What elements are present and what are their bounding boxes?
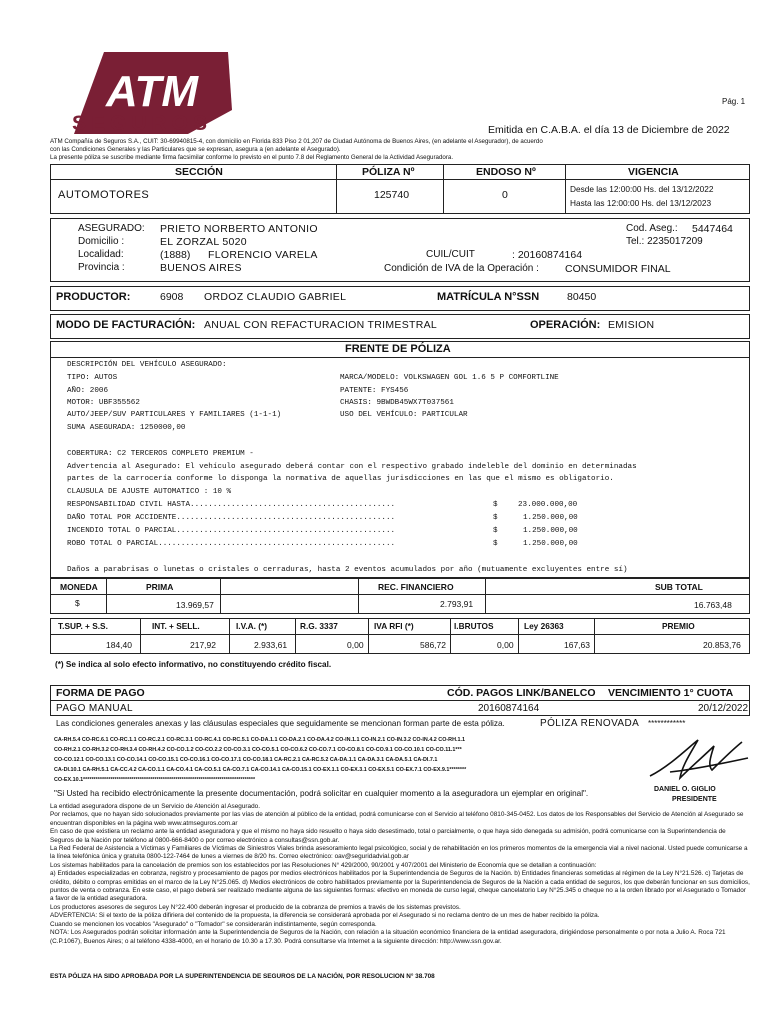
original-copy-notice: "Si Usted ha recibido electrónicamente la presente documentación, podrá solicitar en cualquier momento a la aseguradora un ejemplar en original". bbox=[54, 789, 589, 798]
vehicle-year: AÑO: 2006 bbox=[67, 387, 109, 395]
iva-header: I.V.A. (*) bbox=[236, 621, 268, 631]
ley-header: Ley 26363 bbox=[524, 621, 564, 631]
endoso-value: 0 bbox=[502, 189, 508, 201]
frente-title: FRENTE DE PÓLIZA bbox=[345, 343, 451, 355]
vigencia-header: VIGENCIA bbox=[628, 166, 679, 178]
coverage-label: DAÑO TOTAL POR ACCIDENTE................................................ bbox=[67, 514, 396, 522]
legal-paragraph: Por reclamos, que no hayan sido solucionados previamente por las vías de atención al público de la entidad, podrá comunicarse con el Servicio al teléfono 0810-345-0452. Los datos de los Responsables del Servicio de Atención al Asegurado se encuentran disponibles en la página web www.atmseguros.com.ar bbox=[50, 811, 744, 827]
clause-line: CO-RH.2.1 CO-RH.3.2 CO-RH.3.4 CO-RH.4.2 CO-CO.1.2 CO-CO.2.2 CO-CO.3.1 CO-CO.5.1 CO-CO.6.2 CO-CO.7.1 CO-CO.8.1 CO-CO.9.1 CO-CO.10.1 CO-CO.11.1*** bbox=[54, 747, 462, 753]
clause-line: CA-RH.5.4 CO-RC.6.1 CO-RC.1.1 CO-RC.2.1 CO-RC.3.1 CO-RC.4.1 CO-RC.5.1 CO-DA.1.1 CO-DA.2.1 CO-DA.4.2 CO-IN.1.1 CO-IN.2.1 CO-IN.3.2 CO-IN.4.2 CO-RH.1.1 bbox=[54, 737, 465, 743]
iva-rfi-header: IVA RFI (*) bbox=[374, 621, 414, 631]
legal-paragraph: La Red Federal de Asistencia a Víctimas y Familiares de Víctimas de Siniestros Viales brinda asesoramiento legal psicológico, social y de rehabilitación en los primeros momentos de la emergencia vial a nivel nacional. Usted puede comunicarse a la línea telefónica única y gratuita 0800-122-7464 de lunes a viernes de 8/20 hs. Correo electrónico: oav@seguridadvial.gob.ar bbox=[50, 845, 748, 861]
matricula-label: MATRÍCULA N°SSN bbox=[437, 291, 540, 303]
emission-date: Emitida en C.A.B.A. el día 13 de Diciembre de 2022 bbox=[488, 124, 730, 136]
legal-paragraph: ADVERTENCIA: Si el texto de la póliza difiriera del contenido de la propuesta, la diferencia se considerará aprobada por el Asegurado si no reclama dentro de un mes de haber recibido la póliza. bbox=[50, 912, 600, 920]
poliza-value: 125740 bbox=[374, 189, 410, 201]
clause-line: CA-DI.10.1 CA-RH.5.1 CA-CC.4.2 CA-CO.1.1 CA-CO.4.1 CA-CO.5.1 CA-CO.7.1 CA-CO.14.1 CA-CO.15.1 CO-EX.1.1 CO-EX.3.1 CO-EX.5.1 CO-EX.7.1 CO-EX.9.1******** bbox=[54, 767, 467, 773]
tax-note: (*) Se indica al solo efecto informativo, no constituyendo crédito fiscal. bbox=[55, 660, 332, 669]
company-line-3: La presente póliza se suscribe mediante firma facsimilar conforme lo previsto en el punto 7.8 del Reglamento General de la Actividad Aseguradora. bbox=[50, 154, 454, 161]
vencimiento-label: VENCIMIENTO 1° CUOTA bbox=[608, 687, 734, 699]
vehicle-usage-type: AUTO/JEEP/SUV PARTICULARES Y FAMILIARES (1-1-1) bbox=[67, 411, 282, 419]
premio-header: PREMIO bbox=[662, 621, 695, 631]
rg-header: R.G. 3337 bbox=[300, 621, 338, 631]
cod-aseg-label: Cod. Aseg.: bbox=[626, 223, 678, 234]
renewed-label: PÓLIZA RENOVADA bbox=[540, 718, 640, 729]
coverage-amount: 1.250.000,00 bbox=[523, 540, 578, 548]
glass-damage-coverage: Daños a parabrisas o lunetas o cristales o cerraduras, hasta 2 eventos acumulados por año (mutuamente excluyentes entre sí) bbox=[67, 566, 628, 574]
signature-block bbox=[640, 736, 752, 808]
warning-line-1: Advertencia al Asegurado: El vehículo asegurado deberá contar con el respectivo grabado indeleble del dominio en determinadas bbox=[67, 463, 637, 471]
vehicle-chassis: CHASIS: 9BWDB45WX7T037561 bbox=[340, 399, 454, 407]
vehicle-use: USO DEL VEHÍCULO: PARTICULAR bbox=[340, 411, 468, 419]
cod-pagos-label: CÓD. PAGOS LINK/BANELCO bbox=[447, 687, 596, 699]
conditions-text: Las condiciones generales anexas y las cláusulas especiales que seguidamente se mencionan forman parte de esta póliza. bbox=[56, 719, 505, 728]
ibrutos-value: 0,00 bbox=[497, 640, 514, 650]
coverage-currency: $ bbox=[493, 527, 498, 535]
signatory-title: PRESIDENTE bbox=[672, 796, 717, 803]
signature-image bbox=[640, 736, 752, 786]
insured-sum: SUMA ASEGURADA: 1250000,00 bbox=[67, 424, 186, 432]
premio-value: 20.853,76 bbox=[703, 640, 741, 650]
facturacion-label: MODO DE FACTURACIÓN: bbox=[56, 319, 196, 331]
legal-paragraph: Los productores asesores de seguros Ley N°22.400 deberán ingresar el producido de la cobranza de premios a través de los sistemas previstos. bbox=[50, 903, 461, 911]
ibrutos-header: I.BRUTOS bbox=[454, 621, 494, 631]
vehicle-plate: PATENTE: FYS456 bbox=[340, 387, 409, 395]
int-sell-header: INT. + SELL. bbox=[152, 621, 200, 631]
iva-condition-label: Condición de IVA de la Operación : bbox=[384, 263, 539, 274]
page-number: Pág. 1 bbox=[722, 97, 746, 106]
svg-text:ATM: ATM bbox=[105, 67, 199, 116]
provincia-value: BUENOS AIRES bbox=[160, 262, 242, 274]
poliza-header: PÓLIZA Nº bbox=[362, 166, 415, 178]
coverage-currency: $ bbox=[493, 501, 498, 509]
signatory-name: DANIEL O. GIGLIO bbox=[654, 786, 716, 793]
adjustment-clause: CLAUSULA DE AJUSTE AUTOMATICO : 10 % bbox=[67, 488, 232, 496]
asegurado-value: PRIETO NORBERTO ANTONIO bbox=[160, 223, 318, 235]
tsup-value: 184,40 bbox=[106, 640, 132, 650]
coverage-amount: 1.250.000,00 bbox=[523, 514, 578, 522]
provincia-label: Provincia : bbox=[78, 262, 125, 273]
cuit-label: CUIL/CUIT bbox=[426, 249, 475, 260]
tsup-header: T.SUP. + S.S. bbox=[58, 621, 108, 631]
codigo-postal: (1888) bbox=[160, 249, 191, 261]
productor-label: PRODUCTOR: bbox=[56, 291, 131, 303]
coverage: COBERTURA: C2 TERCEROS COMPLETO PREMIUM - bbox=[67, 450, 254, 458]
matricula-value: 80450 bbox=[567, 291, 597, 303]
vehicle-type: TIPO: AUTOS bbox=[67, 374, 118, 382]
prima-value: 13.969,57 bbox=[176, 600, 214, 610]
company-line-1: ATM Compañía de Seguros S.A., CUIT: 30-69940815-4, con domicilio en Florida 833 Piso 2 01,207 de Ciudad Autónoma de Buenos Aires, (en adelante el Asegurador), de acuerdo bbox=[50, 138, 543, 145]
vehicle-make-model: MARCA/MODELO: VOLKSWAGEN GOL 1.6 5 P COMFORTLINE bbox=[340, 374, 559, 382]
asterisks: ************ bbox=[648, 719, 686, 728]
vehicle-description-title: DESCRIPCIÓN DEL VEHÍCULO ASEGURADO: bbox=[67, 361, 227, 369]
endoso-header: ENDOSO Nº bbox=[476, 166, 536, 178]
operacion-value: EMISION bbox=[608, 319, 655, 331]
cod-pagos-value: 20160874164 bbox=[478, 703, 540, 714]
iva-rfi-value: 586,72 bbox=[420, 640, 446, 650]
warning-line-2: partes de la carrocería conforme lo disponga la normativa de aquellas jurisdicciones en las que el mismo es obligatorio. bbox=[67, 475, 614, 483]
vigencia-hasta: Hasta las 12:00:00 Hs. del 13/12/2023 bbox=[570, 198, 712, 208]
legal-paragraph: En caso de que existiera un reclamo ante la entidad aseguradora y que el mismo no haya sido resuelto o haya sido desestimado, total o parcialmente, o que haya sido denegada su admisión, podrá comunicarse con la Superintendencia de Seguros de la Nación por teléfono al 0800-666-8400 o por correo electrónico a consultas@ssn.gob.ar. bbox=[50, 828, 726, 844]
legal-text bbox=[50, 803, 750, 946]
approval-resolution: ESTA PÓLIZA HA SIDO APROBADA POR LA SUPERINTENDENCIA DE SEGUROS DE LA NACIÓN, POR RESOLUCION N° 38.708 bbox=[50, 973, 435, 980]
moneda-value: $ bbox=[75, 598, 80, 608]
coverage-currency: $ bbox=[493, 540, 498, 548]
asegurado-label: ASEGURADO: bbox=[78, 223, 145, 234]
company-logo bbox=[68, 46, 240, 138]
coverage-label: RESPONSABILIDAD CIVIL HASTA............................................. bbox=[67, 501, 396, 509]
clause-line: CO-CO.12.1 CO-CO.13.1 CO-CO.14.1 CO-CO.15.1 CO-CO.16.1 CO-CO.17.1 CO-CO.18.1 CA-RC.2.1 CA-RC.5.2 CA-DA.1.1 CA-DA.3.1 CA-DA.5.1 CA-DI.7.1 bbox=[54, 757, 438, 763]
rec-financiero-value: 2.793,91 bbox=[440, 599, 474, 609]
subtotal-header: SUB TOTAL bbox=[655, 582, 703, 592]
iva-condition-value: CONSUMIDOR FINAL bbox=[565, 263, 671, 275]
domicilio-label: Domicilio : bbox=[78, 236, 125, 247]
coverage-currency: $ bbox=[493, 514, 498, 522]
seccion-value: AUTOMOTORES bbox=[58, 189, 150, 201]
coverage-amount: 1.250.000,00 bbox=[523, 527, 578, 535]
company-line-2: con las Condiciones Generales y las Particulares que se expresan, asegura a (en adelante el Asegurado). bbox=[50, 146, 341, 153]
int-sell-value: 217,92 bbox=[190, 640, 216, 650]
iva-value: 2.933,61 bbox=[254, 640, 288, 650]
cod-aseg-value: 5447464 bbox=[692, 223, 733, 235]
vehicle-engine: MOTOR: UBF355562 bbox=[67, 399, 140, 407]
vencimiento-value: 20/12/2022 bbox=[698, 703, 749, 714]
forma-pago-label: FORMA DE PAGO bbox=[56, 687, 145, 699]
productor-box bbox=[50, 286, 750, 311]
localidad-label: Localidad: bbox=[78, 249, 124, 260]
ley-value: 167,63 bbox=[564, 640, 590, 650]
coverage-label: INCENDIO TOTAL O PARCIAL................................................ bbox=[67, 527, 396, 535]
legal-paragraph: Los sistemas habilitados para la cancelación de premios son los establecidos por las Resoluciones N° 429/2000, 90/2001 y 407/2001 del Ministerio de Economía que se detallan a continuación: bbox=[50, 861, 597, 869]
seccion-header: SECCIÓN bbox=[175, 166, 223, 178]
coverage-amount: 23.000.000,00 bbox=[518, 501, 578, 509]
moneda-header: MONEDA bbox=[60, 582, 98, 592]
rec-financiero-header: REC. FINANCIERO bbox=[378, 582, 454, 592]
rg-value: 0,00 bbox=[347, 640, 364, 650]
forma-pago-value: PAGO MANUAL bbox=[56, 703, 134, 714]
legal-paragraph: La entidad aseguradora dispone de un Servicio de Atención al Asegurado. bbox=[50, 803, 260, 810]
facturacion-value: ANUAL CON REFACTURACION TRIMESTRAL bbox=[204, 319, 438, 331]
vigencia-desde: Desde las 12:00:00 Hs. del 13/12/2022 bbox=[570, 184, 714, 194]
logo-subtitle: SEGUROS bbox=[72, 112, 213, 135]
legal-paragraph: NOTA: Los Asegurados podrán solicitar información ante la Superintendencia de Seguros de la Nación, con relación a la situación económico financiera de la entidad aseguradora, dirigiéndose personalmente o por nota a Julio A. Roca 721 (C.P.1067), Buenos Aires; o al teléfono 4338-4000, en el horario de 10.30 a 17.30. Podrá consultarse vía Internet a la siguiente dirección: http://www.ssn.gov.ar. bbox=[50, 929, 726, 945]
subtotal-value: 16.763,48 bbox=[694, 600, 732, 610]
prima-header: PRIMA bbox=[146, 582, 174, 592]
productor-name: ORDOZ CLAUDIO GABRIEL bbox=[204, 291, 347, 303]
domicilio-value: EL ZORZAL 5020 bbox=[160, 236, 247, 248]
cuit-value: : 20160874164 bbox=[512, 249, 583, 261]
legal-paragraph: Cuando se mencionen los vocablos "Asegurado" o "Tomador" se considerarán indistintamente, según corresponda. bbox=[50, 920, 377, 928]
operacion-label: OPERACIÓN: bbox=[530, 319, 601, 331]
localidad-value: FLORENCIO VARELA bbox=[208, 249, 318, 261]
productor-code: 6908 bbox=[160, 291, 184, 303]
coverage-label: ROBO TOTAL O PARCIAL.................................................... bbox=[67, 540, 396, 548]
clause-line: CO-EX.10.1********************************************************************************** bbox=[54, 777, 256, 783]
telefono: Tel.: 2235017209 bbox=[626, 236, 703, 247]
legal-paragraph: a) Entidades especializadas en cobranza, registro y procesamiento de pagos por medios electrónicos habilitados por la Superintendencia de Seguros de la Nación. b) Entidades financieras sometidas al régimen de la Ley N°21.526. c) Tarjetas de crédito, débito o compras emitidas en el marco de la Ley N°25.065. d) Medios electrónicos de cobro habilitados previamente por la Superintendencia de Seguros de la Nación a cada entidad de seguros, los que deberán funcionar en sus domicilios, puntos de venta o cobranza. En este caso, el pago deberá ser realizado mediante alguna de las siguientes formas: efectivo en moneda de curso legal, cheque cancelatorio Ley N°25.345 o cheque no a la orden librado por el Asegurado o Tomador a favor de la entidad aseguradora. bbox=[50, 870, 750, 903]
